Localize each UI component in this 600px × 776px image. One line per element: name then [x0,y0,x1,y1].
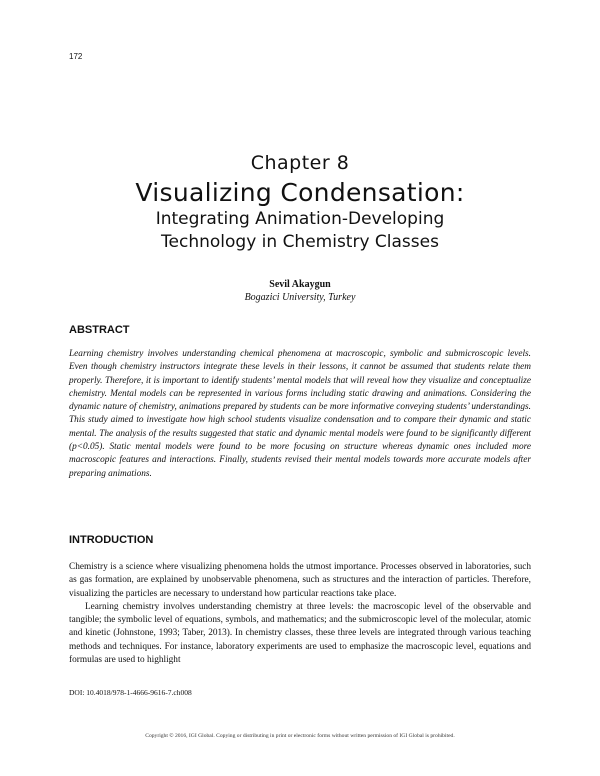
abstract-text: Learning chemistry involves understanding chemical phenomena at macroscopic, symbolic and submicroscopic levels. Even though chemistry instructors integrate these levels in their lessons, it cannot be assumed that students relate them properly. Therefore, it is important to identify students’ mental models that will reveal how they visualize and conceptualize chemistry. Mental models can be represented in various forms including static drawing and animations. Considering the dynamic nature of chemistry, animations prepared by students can be more informative conveying students’ understandings. This study aimed to investigate how high school students visualize condensation and to compare their dynamic and static mental. The analysis of the results suggested that static and dynamic mental models were found to be significantly different (p<0.05). Static mental models were found to be more focusing on structure whereas dynamic ones included more macroscopic features and interactions. Finally, students revised their mental models towards more accurate models after preparing animations. [69,349,531,479]
abstract-heading: ABSTRACT [69,324,130,336]
subtitle-line-2: Technology in Chemistry Classes [161,232,439,252]
chapter-title: Visualizing Condensation: [135,178,465,207]
chapter-subtitle [0,208,600,254]
copyright-notice: Copyright © 2016, IGI Global. Copying or distributing in print or electronic forms without written permission of IGI Global is prohibited. [145,733,455,739]
author-affiliation: Bogazici University, Turkey [244,292,356,303]
introduction-paragraph-1: Chemistry is a science where visualizing phenomena holds the utmost importance. Processes observed in laboratories, such as gas formation, are explained by unobservable phenomena, such as structures and the interaction of particles. Therefore, visualizing the particles are necessary to understand how particular reactions take place. [69,562,531,599]
doi-line: DOI: 10.4018/978-1-4666-9616-7.ch008 [69,688,192,697]
page-number: 172 [69,52,83,61]
introduction-heading: INTRODUCTION [69,534,154,546]
introduction-paragraph-2: Learning chemistry involves understanding chemistry at three levels: the macroscopic level of the observable and tangible; the symbolic level of equations, symbols, and mathematics; and the submicroscopic level of the molecular, atomic and kinetic (Johnstone, 1993; Taber, 2013). In chemistry classes, these three levels are integrated through various teaching methods and techniques. For instance, laboratory experiments are used to emphasize the macroscopic level, equations and formulas are used to highlight [69,601,531,666]
subtitle-line-1: Integrating Animation-Developing [155,209,445,229]
author-name: Sevil Akaygun [269,279,331,290]
chapter-label: Chapter 8 [250,152,350,174]
introduction-body [69,561,531,667]
